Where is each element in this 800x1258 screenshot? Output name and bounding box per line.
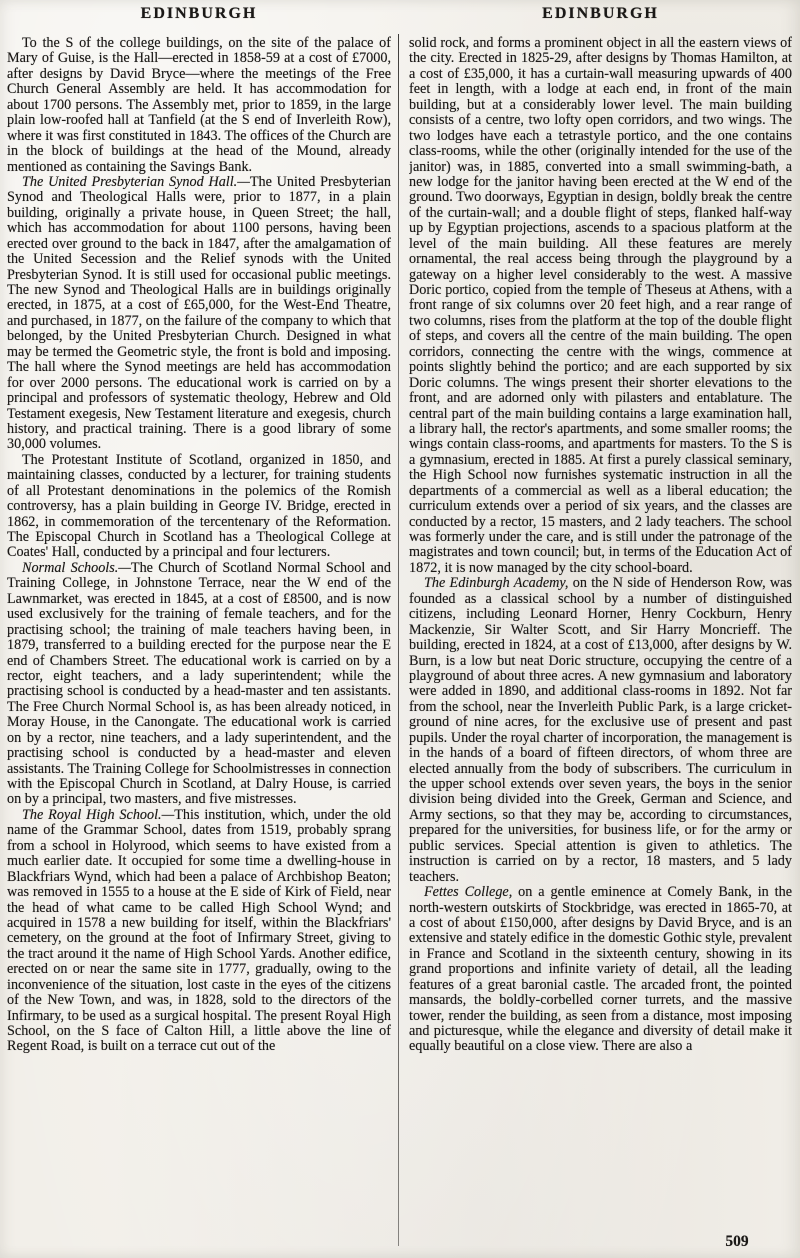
paragraph-lead: Normal Schools.— bbox=[22, 559, 131, 576]
page-number: 509 bbox=[725, 1233, 749, 1250]
right-column bbox=[409, 36, 792, 1258]
paragraph-text: The United Presbyterian Synod and Theological Halls were, prior to 1877, in a plain building, originally a private house, in Queen Street; the hall, which has accommodation for about 1100 persons, having been erected over ground to the back in 1847, after the amalgamation of the United Secession and the Relief synods with the United Presbyterian Synod. It is still used for occasional public meetings. The new Synod and Theological Halls are in buildings originally erected, in 1875, at a cost of £65,000, for the West-End Theatre, and purchased, in 1877, on the failure of the company to which that belonged, by the United Presbyterian Church. Designed in what may be termed the Geometric style, the front is bold and imposing. The hall where the Synod meetings are held has accommodation for over 2000 persons. The educational work is carried on by a principal and professors of systematic theology, Hebrew and Old Testament exegesis, New Testament literature and exegesis, church history, and practical training. There is a good library of some 30,000 volumes. bbox=[7, 173, 391, 453]
paragraph-lead: The United Presbyterian Synod Hall.— bbox=[22, 173, 250, 190]
running-head-left: EDINBURGH bbox=[140, 5, 258, 22]
paragraph-text: The Protestant Institute of Scotland, organized in 1850, and maintaining classes, conducted by a lecturer, for training students of all Protestant denominations in the polemics of the Romish controversy, has a plain building in George IV. Bridge, erected in 1862, in commemoration of the tercentenary of the Reformation. The Episcopal Church in Scotland has a Theological College at Coates' Hall, conducted by a principal and four lecturers. bbox=[7, 451, 391, 561]
paragraph bbox=[7, 175, 391, 453]
paragraph-lead: Fettes College, bbox=[424, 884, 513, 901]
left-column bbox=[7, 36, 391, 1258]
paragraph-lead: The Royal High School.— bbox=[22, 806, 175, 823]
paragraph bbox=[7, 808, 391, 1055]
paragraph bbox=[7, 36, 391, 175]
paragraph-text: The Church of Scotland Normal School and Training College, in Johnstone Terrace, near the W end of the Lawnmarket, was erected in 1845, at a cost of £8500, and is now used exclusively for the training of female teachers, and for the practising school; the training of male teachers having been, in 1879, transferred to a building erected for the purpose near the E end of Chambers Street. The educational work is carried on by a rector, eight teachers, and a lady superintendent; while the practising school is conducted by a head-master and ten assistants. The Free Church Normal School is, as has been already noticed, in Moray House, in the Canongate. The educational work is carried on by a rector, nine teachers, and a lady superintendent, and the practising school is conducted by a head-master and eleven assistants. The Training College for Schoolmistresses in connection with the Episcopal Church in Scotland, at Dalry House, is carried on by a principal, two masters, and five mistresses. bbox=[7, 559, 391, 808]
paragraph bbox=[409, 36, 792, 576]
paragraph-text: on the N side of Henderson Row, was founded as a classical school by a number of distinguished citizens, including Leonard Horner, Henry Cockburn, Henry Mackenzie, Sir Walter Scott, and Sir Harry Moncrieff. The building, erected in 1824, at a cost of £13,000, after designs by W. Burn, is a low but neat Doric structure, occupying the centre of a playground of about three acres. A new gymnasium and laboratory were added in 1890, and additional class-rooms in 1892. Not far from the school, near the Inverleith Public Park, is a large cricket-ground of nine acres, for the exclusive use of present and past pupils. Under the royal charter of incorporation, the management is in the hands of a board of fifteen directors, of whom three are elected annually from the body of subscribers. The curriculum in the upper school extends over seven years, the boys in the senior division being divided into the Greek, German and Science, and Army sections, so that they may be, according to circumstances, prepared for the universities, for business life, or for the army or public services. Special attention is given to athletics. The instruction is carried on by a rector, 18 masters, and 5 lady teachers. bbox=[409, 575, 792, 885]
paragraph bbox=[7, 561, 391, 808]
paragraph bbox=[7, 453, 391, 561]
column-divider-rule bbox=[398, 34, 399, 1246]
paragraph-text: This institution, which, under the old name of the Grammar School, dates from 1519, probably sprang from a school in Holyrood, which seems to have existed from a much earlier date. It occupied for some time a dwelling-house in Blackfriars Wynd, which had been a palace of Archbishop Beaton; was removed in 1555 to a house at the E side of Kirk of Field, near the head of what came to be called High School Wynd; and acquired in 1578 a new building for itself, within the Blackfriars' cemetery, on the ground at the foot of Infirmary Street, giving to the tract around it the name of High School Yards. Another edifice, erected on or near the same site in 1777, gradually, owing to the inconvenience of the situation, lost caste in the eyes of the citizens of the New Town, and was, in 1828, sold to the directors of the Infirmary, to be used as a surgical hospital. The present Royal High School, on the S face of Calton Hill, a little above the line of Regent Road, is built on a terrace cut out of the bbox=[7, 806, 391, 1055]
paragraph bbox=[409, 576, 792, 885]
paragraph-lead: The Edinburgh Academy, bbox=[424, 575, 569, 592]
running-head-right: EDINBURGH bbox=[542, 5, 659, 22]
paragraph-text: To the S of the college buildings, on the site of the palace of Mary of Guise, is the Hall—erected in 1858-59 at a cost of £7000, after designs by David Bryce—where the meetings of the Free Church General Assembly are held. It has accommodation for about 1700 persons. The Assembly met, prior to 1859, in the large plain low-roofed hall at Tanfield (at the S end of Inverleith Row), where it was first constituted in 1843. The offices of the Church are in the block of buildings at the head of the Mound, already mentioned as containing the Savings Bank. bbox=[7, 36, 391, 175]
paragraph-text: solid rock, and forms a prominent object in all the eastern views of the city. Erected in 1825-29, after designs by Thomas Hamilton, at a cost of £35,000, it has a curtain-wall measuring upwards of 400 feet in length, with a lodge at each end, in front of the main building, but at a considerably lower level. The main building consists of a centre, two lofty open corridors, and two wings. The two lodges have each a tetrastyle portico, and the one contains class-rooms, while the other (originally intended for the use of the janitor) was, in 1885, converted into a small swimming-bath, a new lodge for the janitor having been erected at the W end of the ground. Two doorways, Egyptian in design, boldly break the centre of the curtain-wall; and a double flight of steps, flanked half-way up by Egyptian projections, ascends to a spacious platform at the level of the main building. All these features are merely ornamental, the real access being through the playground by a gateway on a higher level considerably to the west. A massive Doric portico, copied from the temple of Theseus at Athens, with a front range of six columns over 20 feet high, and a rear range of two columns, rises from the platform at the top of the double flight of steps, and covers all the centre of the main building. The open corridors, connecting the centre with the wings, commence at points slightly behind the portico; and are each supported by six Doric columns. The wings present their shorter elevations to the front, and are adorned only with pilasters and entablature. The central part of the main building contains a large examination hall, a library hall, the rector's apartments, and some smaller rooms; the wings contain class-rooms, and apartments for masters. To the S is a gymnasium, erected in 1885. At first a purely classical seminary, the High School now furnishes systematic instruction in all the departments of a commercial as well as a liberal education; the curriculum extends over a period of six years, and the classes are conducted by a rector, 15 masters, and 2 lady teachers. The school was formerly under the care, and is still under the patronage of the magistrates and town council; but, in terms of the Education Act of 1872, it is now managed by the city school-board. bbox=[409, 36, 792, 576]
paragraph-text: on a gentle eminence at Comely Bank, in the north-western outskirts of Stockbridge, was erected in 1865-70, at a cost of about £150,000, after designs by David Bryce, and is an extensive and stately edifice in the domestic Gothic style, prevalent in France and Scotland in the sixteenth century, showing in its grand proportions and infinite variety of detail, all the leading features of a great baronial castle. The arcaded front, the pointed mansards, the boldly-corbelled corner turrets, and the massive tower, render the building, as seen from a distance, most imposing and picturesque, while the elegance and diversity of detail make it equally beautiful on a close view. There are also a bbox=[409, 884, 792, 1055]
paragraph bbox=[409, 885, 792, 1055]
